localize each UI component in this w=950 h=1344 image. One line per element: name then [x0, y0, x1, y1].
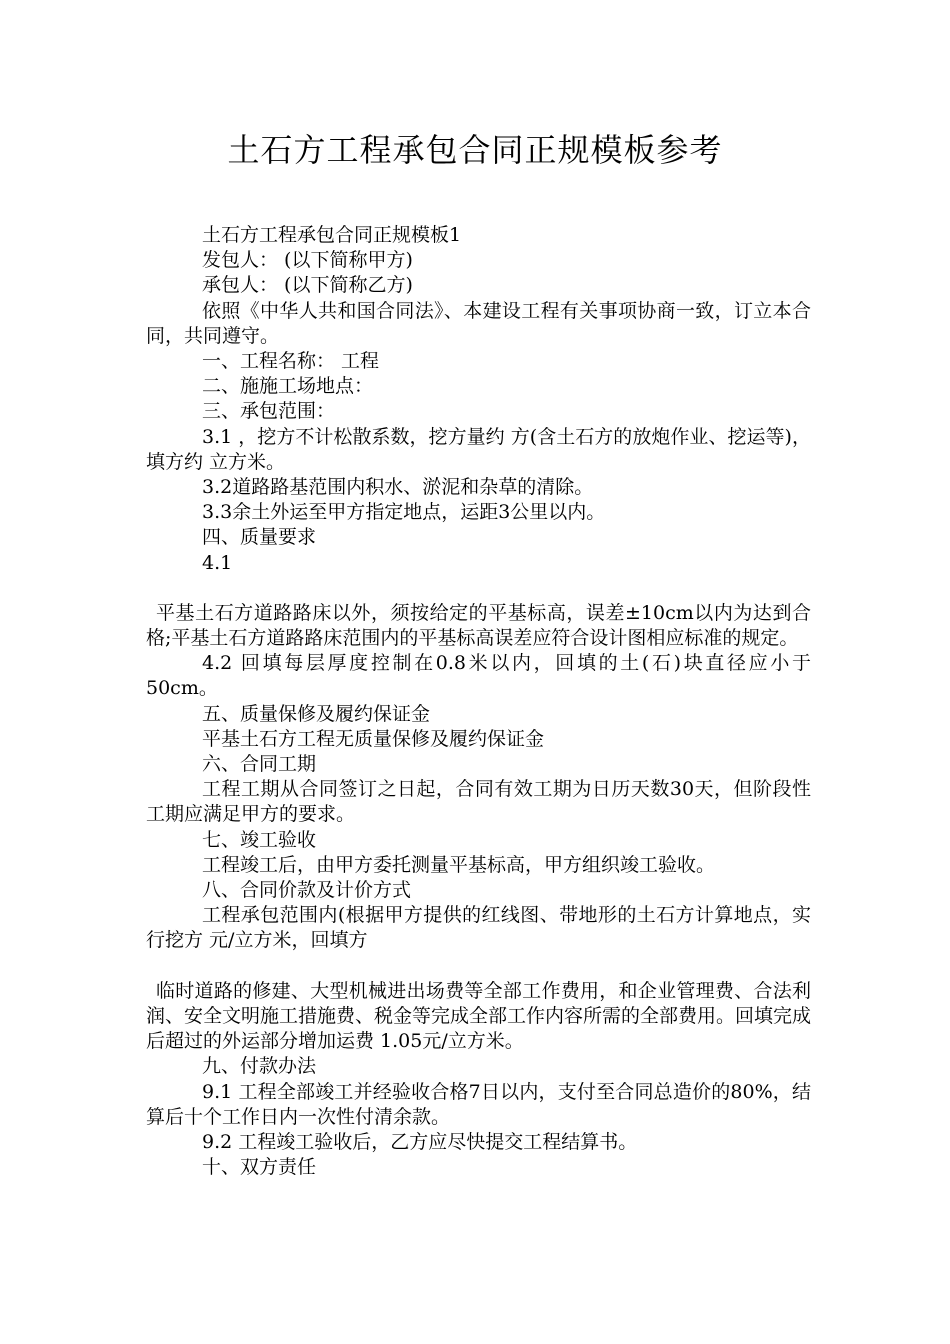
section-heading: 六、合同工期	[202, 753, 317, 776]
clause-paragraph: 3.3余土外运至甲方指定地点，运距3公里以内。	[202, 501, 606, 524]
clause-paragraph: 临时道路的修建、大型机械进出场费等全部工作费用，和企业管理费、合法利润、安全文明施工措施费、税金等完成全部工作内容所需的全部费用。回填完成后超过的外运部分增加运费 1.05元/立方米。	[146, 979, 812, 1053]
party-a: 发包人： (以下简称甲方)	[202, 249, 413, 272]
clause-paragraph: 3.1 ，挖方不计松散系数，挖方量约 方(含土石方的放炮作业、挖运等)，填方约 立方米。	[146, 425, 811, 473]
clause-paragraph: 4.2 回填每层厚度控制在0.8米以内，回填的土(石)块直径应小于50cm。	[146, 652, 811, 700]
subtitle: 土石方工程承包合同正规模板1	[202, 224, 462, 246]
clause-paragraph: 9.2 工程竣工验收后，乙方应尽快提交工程结算书。	[202, 1130, 638, 1153]
clause-number: 4.1	[202, 551, 233, 574]
clause-paragraph: 平基土石方道路路床以外，须按给定的平基标高，误差±10cm以内为达到合格;平基土石方道路路床范围内的平基标高误差应符合设计图相应标准的规定。	[146, 601, 811, 650]
section-heading: 一、工程名称： 工程	[202, 350, 380, 373]
clause-paragraph: 3.2道路路基范围内积水、淤泥和杂草的清除。	[202, 476, 594, 499]
section-heading: 七、竣工验收	[202, 828, 317, 851]
blank-line	[146, 576, 811, 601]
section-heading: 十、双方责任	[202, 1156, 317, 1179]
clause-paragraph: 9.1 工程全部竣工并经验收合格7日以内，支付至合同总造价的80%，结算后十个工作日内一次性付清余款。	[146, 1080, 811, 1128]
clause-paragraph: 平基土石方工程无质量保修及履约保证金	[202, 727, 545, 750]
clause-paragraph: 工程承包范围内(根据甲方提供的红线图、带地形的土石方计算地点，实行挖方 元/立方米，回填方	[146, 904, 811, 952]
section-heading: 三、承包范围：	[202, 400, 336, 423]
party-b: 承包人： (以下简称乙方)	[202, 274, 413, 297]
section-heading: 二、施施工场地点：	[202, 375, 374, 398]
page-title: 土石方工程承包合同正规模板参考	[227, 131, 723, 169]
section-heading: 四、质量要求	[202, 526, 317, 549]
preamble: 依照《中华人共和国合同法》、本建设工程有关事项协商一致，订立本合同，共同遵守。	[146, 299, 811, 347]
section-heading: 九、付款办法	[202, 1055, 317, 1078]
clause-paragraph: 工程竣工后，由甲方委托测量平基标高，甲方组织竣工验收。	[202, 853, 716, 876]
document-body	[146, 223, 811, 1180]
clause-paragraph: 工程工期从合同签订之日起，合同有效工期为日历天数30天，但阶段性工期应满足甲方的要求。	[146, 778, 811, 826]
section-heading: 八、合同价款及计价方式	[202, 879, 412, 902]
blank-line	[146, 954, 811, 979]
section-heading: 五、质量保修及履约保证金	[202, 702, 431, 725]
